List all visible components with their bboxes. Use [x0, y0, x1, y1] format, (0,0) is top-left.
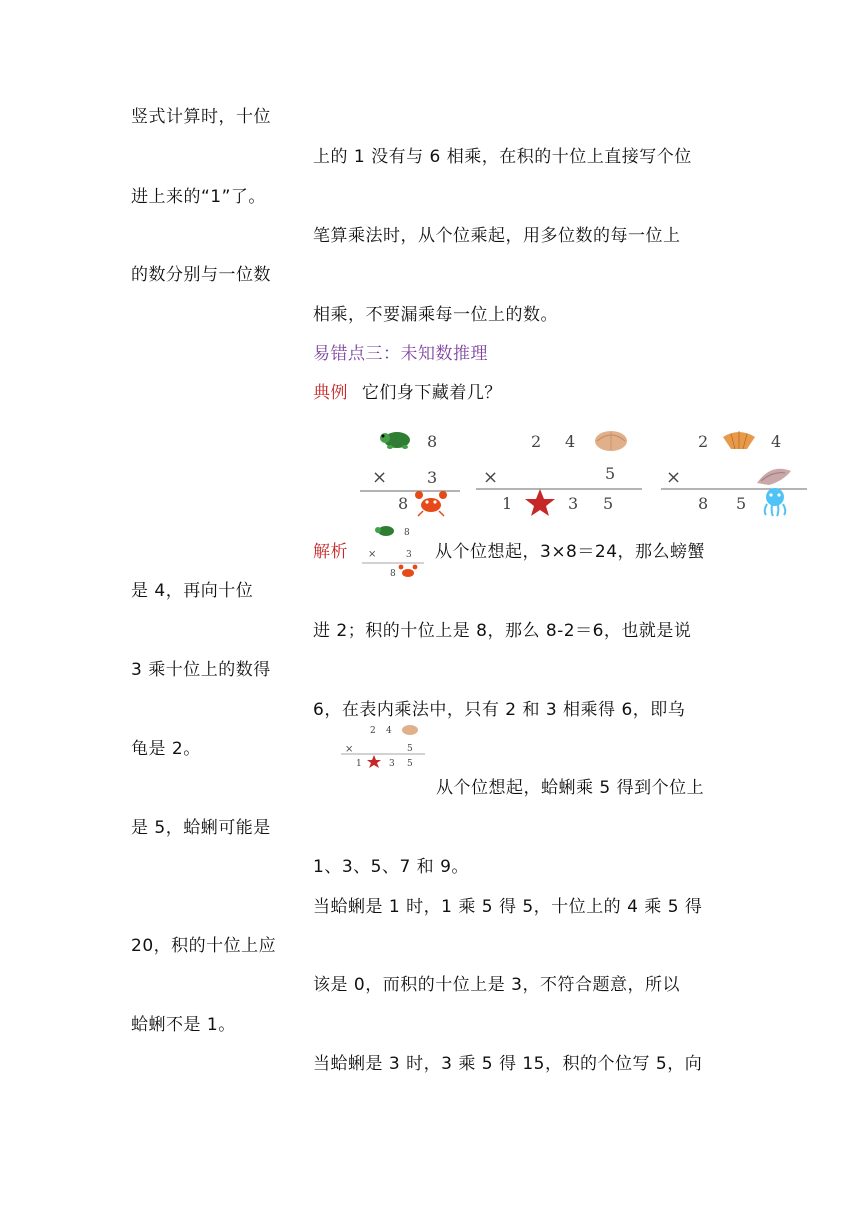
example-question: 它们身下藏着几？: [361, 383, 502, 403]
shell-icon: [402, 725, 418, 735]
crab-icon: [399, 565, 418, 577]
fig1-op: ×: [372, 467, 388, 488]
turtle-icon: [375, 526, 394, 536]
analysis-line: 20，积的十位上应: [131, 936, 277, 956]
analysis-label: 解析: [313, 542, 348, 562]
text-line: 竖式计算时，十位: [131, 107, 271, 127]
analysis-line: 当蛤蜊是 3 时，3 乘 5 得 15，积的个位写 5，向: [313, 1054, 703, 1074]
fig2-top-b: 4: [565, 432, 576, 451]
fig2-p1: 1: [502, 494, 513, 513]
fig2-top-a: 2: [531, 432, 542, 451]
fig2-op: ×: [483, 467, 499, 488]
fig1-product: 8: [398, 494, 409, 513]
turtle-icon: [380, 432, 410, 449]
analysis-mini-figure-2: [340, 722, 426, 772]
analysis-line: 当蛤蜊是 1 时，1 乘 5 得 5，十位上的 4 乘 5 得: [313, 897, 703, 917]
analysis-line: 进 2；积的十位上是 8，那么 8-2＝6，也就是说: [313, 621, 692, 641]
mini1-top: 8: [404, 528, 410, 538]
fig1-multiplier: 3: [427, 468, 438, 487]
analysis-line: 从个位想起，蛤蜊乘 5 得到个位上: [436, 778, 705, 798]
analysis-line: 蛤蜊不是 1。: [131, 1015, 236, 1035]
text-line: 的数分别与一位数: [131, 265, 271, 285]
fig2-p3: 3: [568, 494, 579, 513]
fig3-p2: 5: [736, 494, 747, 513]
figure-turtle-crab: [355, 425, 465, 520]
fig1-top: 8: [427, 432, 438, 451]
mini2-p4: 5: [407, 759, 413, 769]
mini2-top-b: 4: [386, 726, 392, 736]
octopus-icon: [765, 488, 786, 516]
fig3-p1: 8: [698, 494, 709, 513]
text-line: 上的 1 没有与 6 相乘，在积的十位上直接写个位: [313, 147, 692, 167]
analysis-line: 龟是 2。: [131, 739, 201, 759]
mini2-top-a: 2: [370, 726, 376, 736]
analysis-line: 3 乘十位上的数得: [131, 660, 271, 680]
mini2-p3: 3: [389, 759, 395, 769]
figure-scallop-octopus: [661, 425, 809, 520]
fig3-top-c: 4: [771, 432, 782, 451]
analysis-line: 1、3、5、7 和 9。: [313, 857, 469, 877]
text-line: 笔算乘法时，从个位乘起，用多位数的每一位上: [313, 226, 681, 246]
text-line: 进上来的“1”了。: [131, 187, 266, 207]
analysis-line: 从个位想起，3×8＝24，那么螃蟹: [435, 542, 706, 562]
analysis-line: 该是 0，而积的十位上是 3，不符合题意，所以: [313, 975, 680, 995]
mini2-p1: 1: [356, 759, 362, 769]
mini1-product: 8: [390, 569, 396, 579]
analysis-line: 是 5，蛤蜊可能是: [131, 818, 271, 838]
analysis-line: 是 4，再向十位: [131, 581, 254, 601]
crab-icon: [415, 491, 447, 516]
fig3-op: ×: [666, 467, 682, 488]
example-line: [313, 382, 502, 404]
shell-icon: [595, 431, 627, 451]
mini1-multiplier: 3: [406, 550, 412, 560]
figure-shell-star: [474, 425, 644, 520]
analysis-mini-figure-1: [360, 523, 426, 583]
section-title: 易错点三：未知数推理: [313, 344, 488, 364]
example-label: 典例: [313, 383, 348, 403]
analysis-line: 6，在表内乘法中，只有 2 和 3 相乘得 6，即乌: [313, 700, 686, 720]
scallop-icon: [723, 431, 755, 449]
mini2-multiplier: 5: [407, 744, 413, 754]
fig3-top-a: 2: [698, 432, 709, 451]
mini2-op: ×: [345, 744, 354, 755]
mini1-op: ×: [368, 549, 377, 560]
fig2-p4: 5: [603, 494, 614, 513]
fig2-multiplier: 5: [605, 464, 616, 483]
conch-icon: [757, 469, 791, 485]
star-icon: [367, 755, 381, 768]
star-icon: [525, 489, 555, 516]
text-line: 相乘，不要漏乘每一位上的数。: [313, 305, 558, 325]
